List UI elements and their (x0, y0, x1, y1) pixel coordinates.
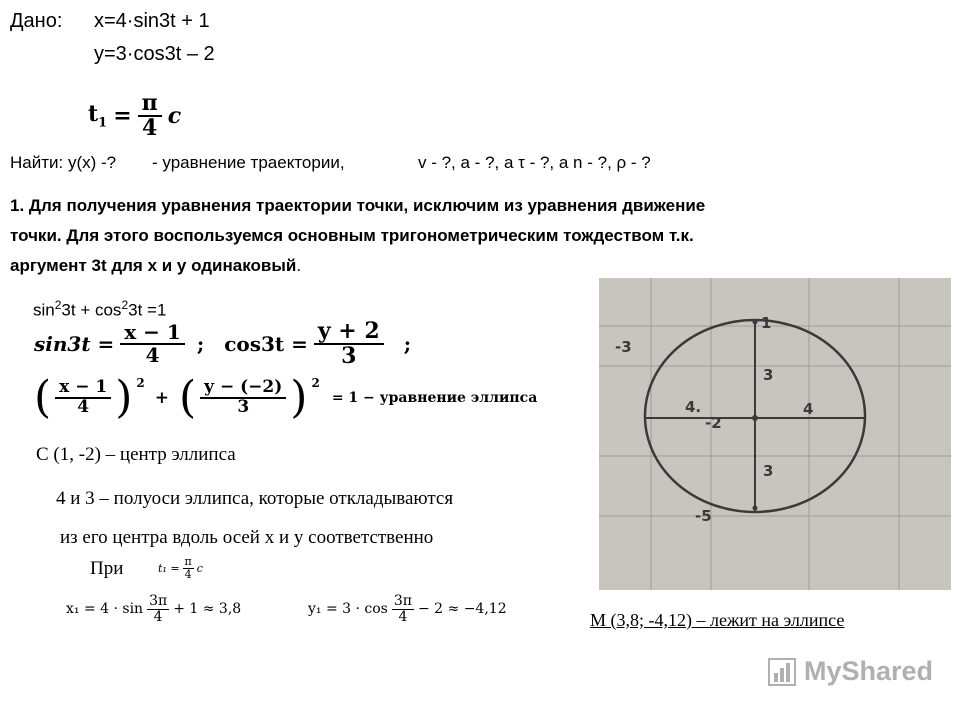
y1-formula (308, 594, 507, 624)
center-text: С (1, -2) – центр эллипса (36, 444, 236, 465)
y1-rhs: − 2 ≈ −4,12 (417, 601, 507, 618)
sketch-label: 3 (763, 462, 774, 480)
step1-line1: 1. Для получения уравнения траектории точки, исключим из уравнения движение (10, 196, 706, 215)
sketch-label: 3 (763, 366, 774, 384)
point-m-text: M (3,8; -4,12) – лежит на эллипсе (590, 610, 845, 630)
sin-separator: ; (196, 332, 205, 357)
identity-exp-1: 2 (54, 298, 62, 312)
cos-numerator: y + 2 (314, 320, 384, 345)
x1-lhs: x₁ = 4 · sin (66, 601, 144, 618)
ellipse-exp-2: 2 (311, 376, 320, 390)
ellipse-sketch (599, 278, 951, 590)
at-t1-den: 4 (184, 567, 192, 581)
identity-sin: sin (33, 300, 55, 320)
sketch-label: -5 (695, 507, 712, 525)
ellipse-sketch-photo (599, 278, 951, 590)
y1-den: 4 (398, 608, 408, 625)
at-t1-num: π (184, 555, 192, 568)
semi-axes-line2: из его центра вдоль осей x и y соответственно (60, 527, 434, 548)
x1-rhs: + 1 ≈ 3,8 (173, 601, 242, 618)
sketch-label: -2 (705, 414, 722, 432)
at-t1-formula (158, 556, 203, 580)
at-t1-unit: c (196, 561, 203, 575)
find-trajectory: - уравнение траектории, (152, 153, 345, 172)
find-label: Найти: y(x) -? (10, 153, 117, 172)
sketch-label: -3 (615, 338, 632, 356)
given-label: Дано: (10, 10, 63, 32)
at-label: При (90, 558, 124, 579)
sin-lhs: sin3t = (34, 332, 115, 357)
t1-numerator: π (138, 92, 162, 117)
ellipse-num-2: y − (−2) (200, 379, 286, 399)
paren-close-2: ) (290, 372, 308, 423)
identity-middle: 3t + cos (61, 300, 122, 320)
sketch-label: 4. (685, 398, 702, 416)
paren-close-1: ) (115, 372, 133, 423)
x1-num: 3π (149, 593, 168, 609)
ellipse-exp-1: 2 (136, 376, 145, 390)
t1-denominator: 4 (142, 115, 158, 142)
paren-open-2: ( (179, 372, 197, 423)
step1-line3 (10, 256, 301, 276)
ellipse-equation (34, 372, 538, 423)
ellipse-den-2: 3 (237, 397, 250, 417)
find-items: v - ?, a - ?, a τ - ?, a n - ?, ρ - ? (418, 153, 651, 172)
y1-num: 3π (393, 593, 412, 609)
step1-line2: точки. Для этого воспользуемся основным тригонометрическим тождеством т.к. (10, 226, 694, 245)
logo-text: MyShared (804, 656, 934, 686)
t1-subscript: 1 (98, 115, 108, 131)
ellipse-rhs: = 1 − уравнение эллипса (331, 390, 538, 406)
identity-exp-2: 2 (121, 298, 129, 312)
equation-x: x=4·sin3t + 1 (94, 10, 210, 32)
myshared-logo (768, 656, 933, 687)
step1-line3-end: . (296, 256, 302, 275)
t1-formula (88, 92, 181, 140)
paren-open-1: ( (34, 372, 52, 423)
sin-numerator: x − 1 (120, 322, 185, 345)
cos-lhs: cos3t = (224, 332, 308, 357)
at-t1-lhs: t₁ = (158, 561, 180, 575)
ellipse-num-1: x − 1 (55, 379, 111, 399)
x1-den: 4 (153, 608, 163, 625)
t1-equals: = (113, 103, 132, 130)
t1-unit: c (167, 103, 182, 130)
sketch-label: 1 (761, 314, 772, 332)
cos-end: ; (403, 332, 412, 357)
cos-denominator: 3 (341, 343, 357, 370)
sin-denominator: 4 (145, 343, 160, 368)
trig-identity (33, 298, 166, 321)
sketch-label: 4 (803, 400, 814, 418)
step1-line3-bold: аргумент 3t для x и y одинаковый (10, 256, 297, 275)
semi-axes-line1: 4 и 3 – полуоси эллипса, которые откладываются (56, 488, 454, 509)
x1-formula (66, 594, 241, 624)
bars-icon (768, 657, 800, 687)
ellipse-plus: + (154, 388, 169, 408)
substitution-formula (34, 320, 411, 368)
equation-y: y=3·cos3t – 2 (94, 43, 215, 65)
t1-symbol: t (88, 101, 99, 128)
identity-end: 3t =1 (128, 300, 167, 320)
ellipse-den-1: 4 (77, 397, 90, 417)
y1-lhs: y₁ = 3 · cos (308, 601, 388, 618)
